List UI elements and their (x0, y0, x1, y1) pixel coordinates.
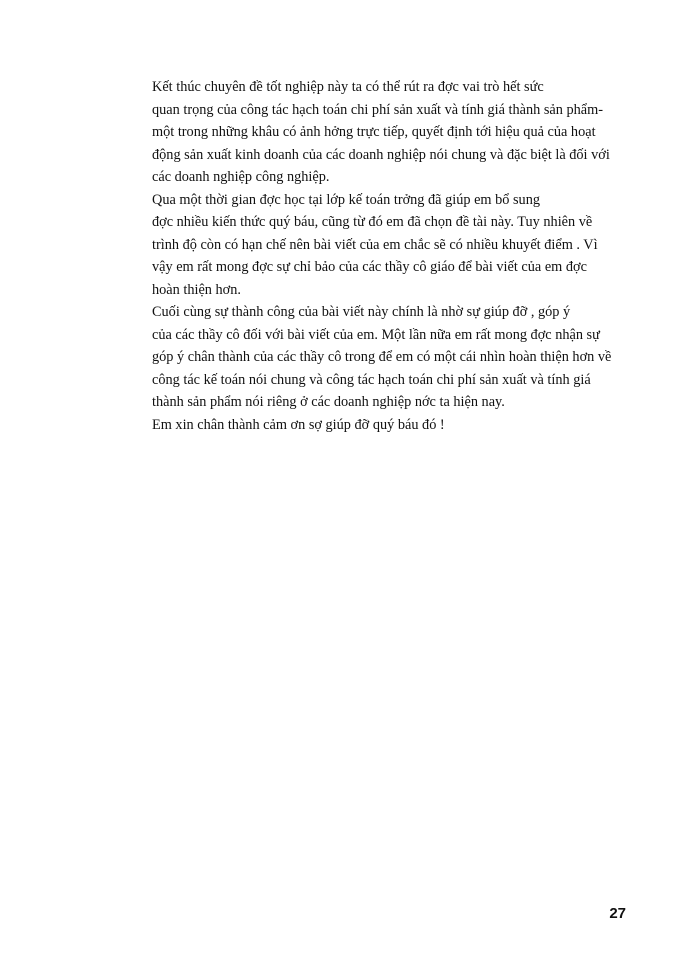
text-line: hoàn thiện hơn. (152, 281, 241, 298)
document-body (118, 76, 632, 436)
text-line: góp ý chân thành của các thầy cô trong để em có một cái nhìn hoàn thiện hơn về (152, 349, 612, 365)
text-line: Cuối cùng sự thành công của bài viết này chính là nhờ sự giúp đỡ , góp ý (152, 304, 571, 320)
text-line: một trong những khâu có ảnh hởng trực tiếp, quyết định tới hiệu quả của hoạt (152, 124, 596, 140)
paragraph-thanks (118, 414, 632, 437)
paragraph-conclusion (118, 76, 632, 189)
text-line: Em xin chân thành cảm ơn sợ giúp đỡ quý báu đó ! (152, 416, 445, 433)
page-number: 27 (609, 905, 626, 922)
text-line: Qua một thời gian đợc học tại lớp kế toán trởng đã giúp em bổ sung (152, 191, 540, 208)
text-line: động sản xuất kinh doanh của các doanh nghiệp nói chung và đặc biệt là đối với (152, 146, 610, 163)
text-line: trình độ còn có hạn chế nên bài viết của em chắc sẽ có nhiều khuyết điểm . Vì (152, 236, 598, 253)
text-line: vậy em rất mong đợc sự chỉ bảo của các thầy cô giáo để bài viết của em đợc (152, 259, 587, 275)
text-line: đợc nhiều kiến thức quý báu, cũng từ đó em đã chọn đề tài này. Tuy nhiên về (152, 214, 593, 230)
text-line: thành sản phẩm nói riêng ở các doanh nghiệp nớc ta hiện nay. (152, 394, 505, 410)
text-line: các doanh nghiệp công nghiệp. (152, 169, 330, 185)
text-line: công tác kế toán nói chung và công tác hạch toán chi phí sản xuất và tính giá (152, 371, 591, 388)
paragraph-study (118, 189, 632, 302)
text-line: của các thầy cô đối với bài viết của em. Một lần nữa em rất mong đợc nhận sự (152, 326, 600, 343)
text-line: quan trọng của công tác hạch toán chi phí sản xuất và tính giá thành sản phẩm- (152, 101, 604, 118)
text-line: Kết thúc chuyên đề tốt nghiệp này ta có thể rút ra đợc vai trò hết sức (152, 79, 544, 95)
paragraph-acknowledgement (118, 301, 632, 414)
